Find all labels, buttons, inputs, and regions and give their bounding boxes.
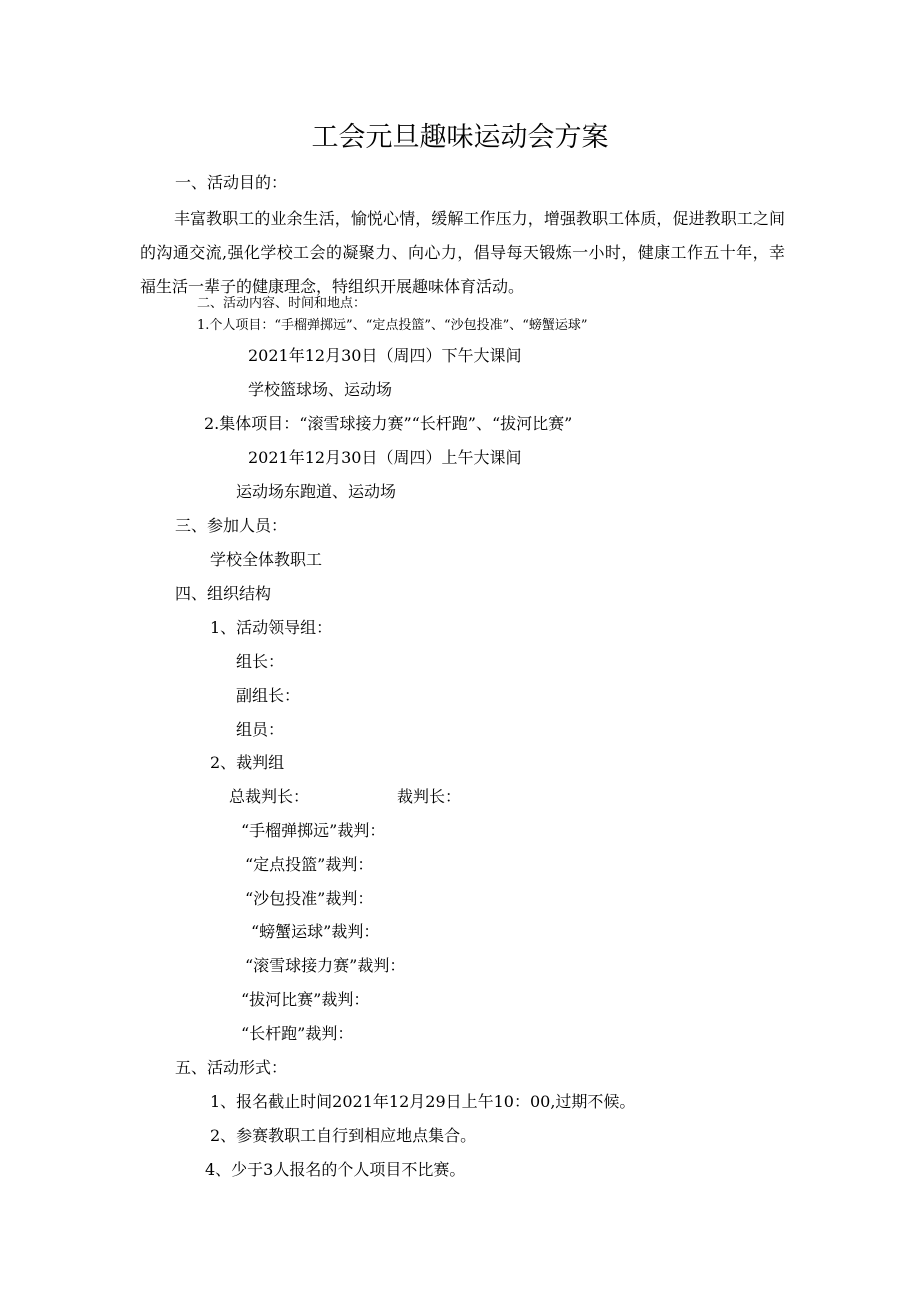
section-5-item-4: 4、少于3人报名的个人项目不比赛。: [205, 1160, 466, 1179]
section-5-heading: 五、活动形式：: [175, 1058, 288, 1077]
referee-line-7: “长杆跑”裁判：: [241, 1024, 354, 1043]
referee-line-3: “沙包投准”裁判：: [245, 889, 374, 908]
referee-line-1: “手榴弹掷远”裁判：: [241, 821, 386, 840]
referee-line-2: “定点投篮”裁判：: [245, 855, 374, 874]
section-4-sub-1: 1、活动领导组：: [210, 618, 333, 637]
section-3-content: 学校全体教职工: [210, 550, 323, 569]
section-2-item-2-place: 运动场东跑道、运动场: [236, 482, 397, 501]
members-label: 组员：: [236, 720, 285, 739]
section-1-paragraph: 丰富教职工的业余生活，愉悦心情，缓解工作压力，增强教职工体质，促进教职工之间的沟通交流,强化学校工会的凝聚力、向心力，倡导每天锻炼一小时，健康工作五十年，幸福生活一辈子的健康理念，特组织开展趣味体育活动。: [140, 209, 785, 296]
referee-line-4: “螃蟹运球”裁判：: [251, 922, 380, 941]
chief-referee-label: 总裁判长：: [229, 787, 310, 806]
referee-line-6: “拔河比赛”裁判：: [241, 990, 370, 1009]
section-5-item-2: 2、参赛教职工自行到相应地点集合。: [210, 1126, 477, 1145]
section-2-heading: 二、活动内容、时间和地点：: [197, 296, 367, 311]
referee-line-5: “滚雪球接力赛”裁判：: [245, 956, 406, 975]
section-2-item-1: 1.个人项目：“手榴弹掷远”、“定点投篮”、“沙包投准”、“螃蟹运球”: [197, 318, 588, 333]
section-3-heading: 三、参加人员：: [175, 516, 288, 535]
vice-leader-label: 副组长：: [236, 686, 301, 705]
document-title: 工会元旦趣味运动会方案: [311, 122, 609, 153]
referee-head-label: 裁判长：: [397, 787, 462, 806]
section-2-item-2: 2.集体项目：“滚雪球接力赛”“长杆跑”、“拔河比赛”: [204, 414, 573, 433]
section-1-heading: 一、活动目的：: [175, 173, 288, 192]
section-4-sub-2: 2、裁判组: [210, 753, 285, 772]
section-2-item-1-time: 2021年12月30日（周四）下午大课间: [248, 346, 522, 365]
section-2-item-2-time: 2021年12月30日（周四）上午大课间: [248, 448, 522, 467]
section-2-item-1-place: 学校篮球场、运动场: [248, 380, 393, 399]
section-5-item-1: 1、报名截止时间2021年12月29日上午10：00,过期不候。: [210, 1092, 636, 1111]
leader-label: 组长：: [236, 652, 285, 671]
section-4-heading: 四、组织结构: [175, 584, 272, 603]
